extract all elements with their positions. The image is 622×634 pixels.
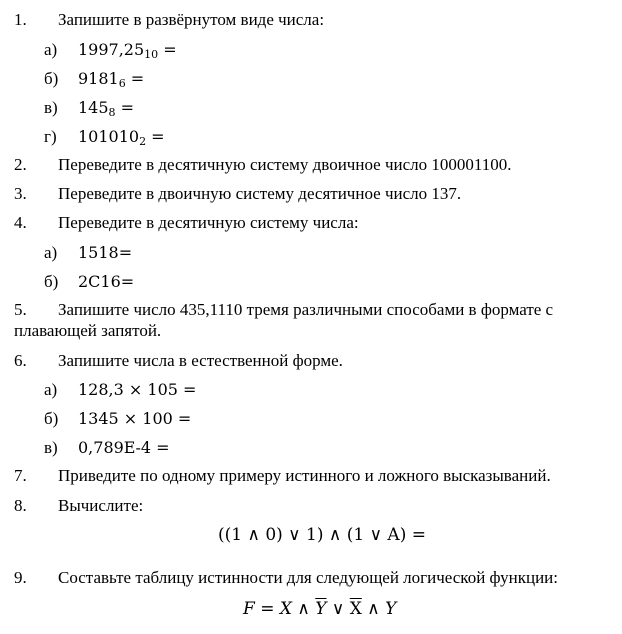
task-number: 6.	[14, 351, 27, 370]
item-value: $9181_6$ =	[78, 69, 145, 90]
item-value: $101010_2$ =	[78, 127, 165, 148]
var-x-negated: $\overline{X}$	[349, 599, 362, 619]
task-number: 3.	[14, 184, 27, 203]
task-number: 2.	[14, 155, 27, 174]
task-text: Переведите в десятичную систему числа:	[58, 213, 359, 232]
item-letter: в)	[44, 438, 58, 457]
item-letter: в)	[44, 98, 58, 117]
task-text: Вычислите:	[58, 496, 144, 515]
item-letter: г)	[44, 127, 57, 146]
task-number: 9.	[14, 568, 27, 587]
task-text: Запишите числа в естественной форме.	[58, 351, 343, 370]
task-text: Составьте таблицу истинности для следующей логической функции:	[58, 568, 559, 587]
task-text: Переведите в двоичную систему десятичное число 137.	[58, 184, 462, 203]
item-letter: б)	[44, 409, 59, 428]
task-text-continued: плавающей запятой.	[14, 321, 162, 340]
task-number: 4.	[14, 213, 27, 232]
task-number: 5.	[14, 300, 27, 319]
item-letter: а)	[44, 243, 58, 262]
task-number: 7.	[14, 466, 27, 485]
var-y-negated: $\overline{Y}$	[315, 599, 327, 619]
task-number: 1.	[14, 10, 27, 29]
item-letter: а)	[44, 40, 58, 59]
task-text: Переведите в десятичную систему двоичное число 100001100.	[58, 155, 512, 174]
item-letter: б)	[44, 272, 59, 291]
item-letter: б)	[44, 69, 59, 88]
var-x: X	[279, 599, 292, 619]
item-value: 2С16=	[78, 272, 135, 291]
equals-sign: =	[254, 599, 280, 619]
item-value: $145_8$ =	[78, 98, 135, 119]
item-value: 1345 × 100 =	[78, 409, 192, 428]
function-name: F	[243, 599, 255, 619]
item-value: 1518=	[78, 243, 133, 262]
or-operator: ∨	[326, 599, 350, 619]
task-text: Запишите число 435,1110 тремя различными способами в формате с	[58, 300, 554, 319]
logic-expression: ((1 ∧ 0) ∨ 1) ∧ (1 ∨ A) =	[218, 525, 426, 545]
var-y: Y	[385, 599, 397, 619]
and-operator: ∧	[291, 599, 316, 619]
item-value: 128,3 × 105 =	[78, 380, 197, 399]
item-value: $1997,25_{10}$ =	[78, 40, 177, 61]
item-letter: а)	[44, 380, 58, 399]
task-text: Приведите по одному примеру истинного и ложного высказываний.	[58, 466, 551, 485]
item-value: 0,789Е-4 =	[78, 438, 170, 457]
and-operator: ∧	[361, 599, 386, 619]
task-text: Запишите в развёрнутом виде числа:	[58, 10, 325, 29]
logic-function	[243, 599, 396, 619]
task-number: 8.	[14, 496, 27, 515]
